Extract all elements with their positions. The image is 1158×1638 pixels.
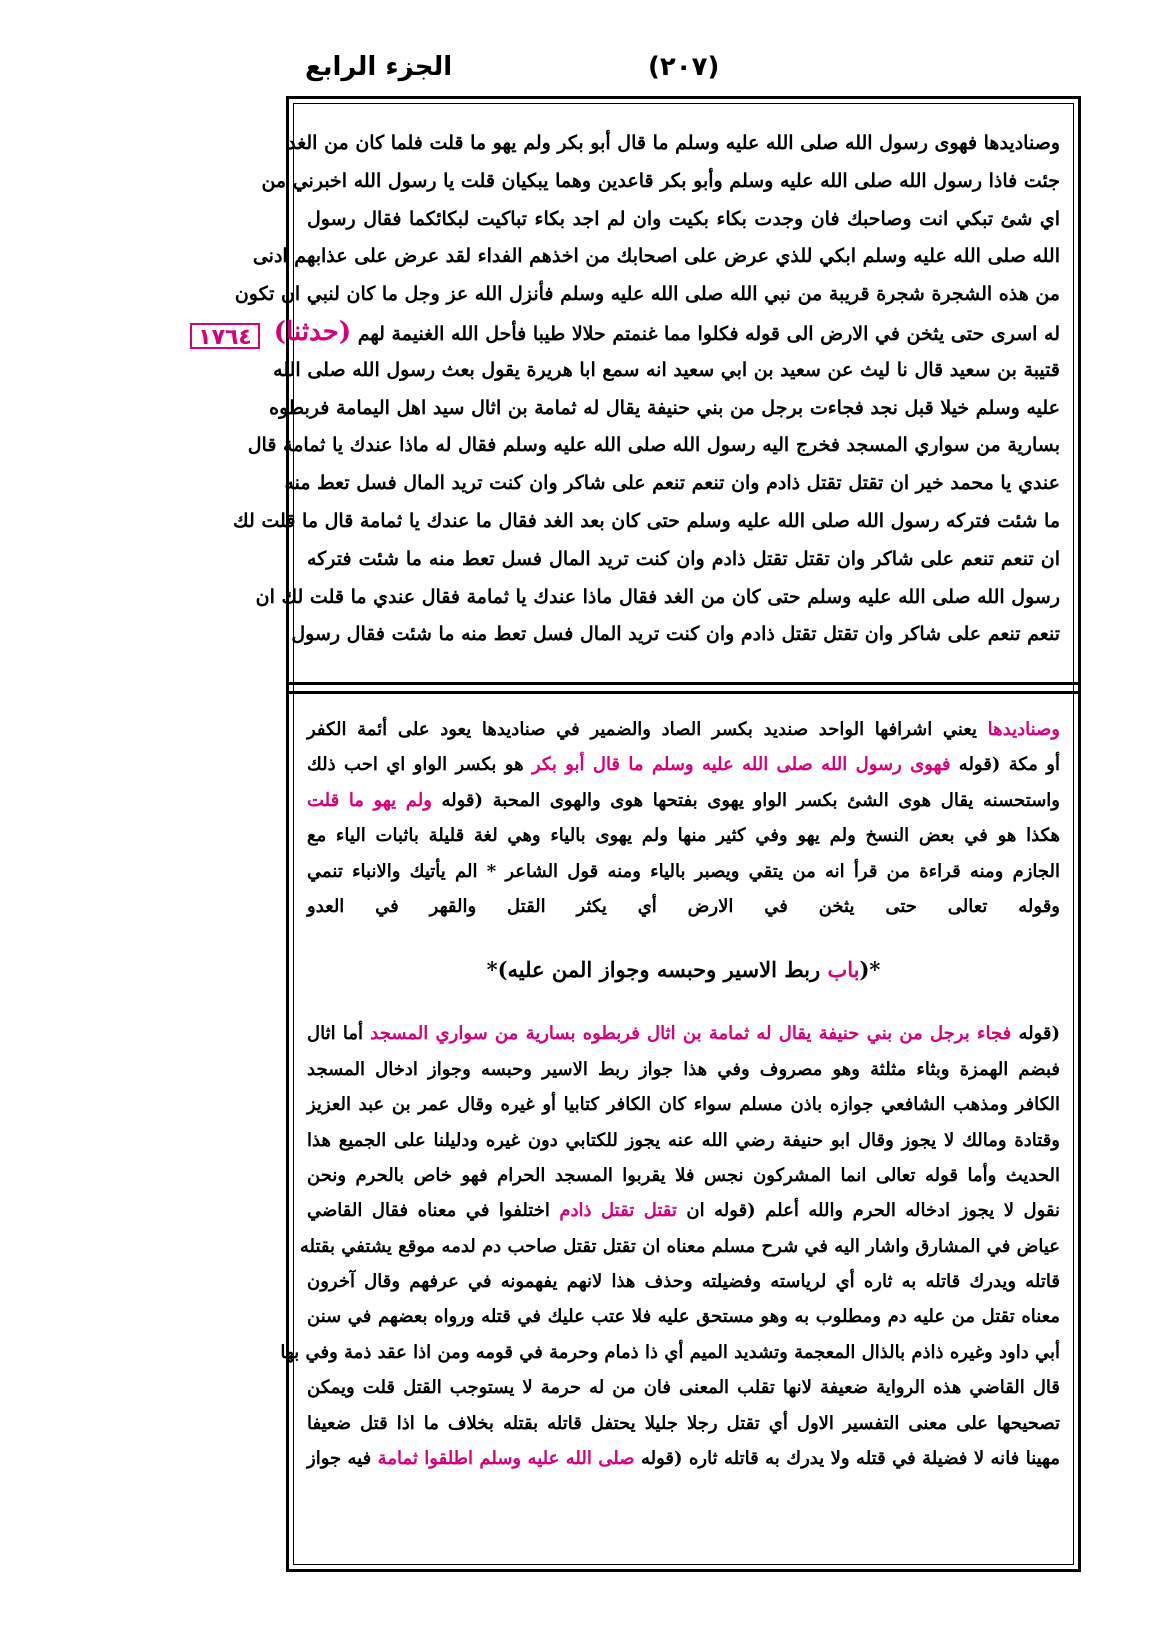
commentary-text: *( xyxy=(859,957,881,983)
commentary-line xyxy=(307,1158,1060,1193)
commentary-line xyxy=(299,1229,1060,1264)
commentary-text: الكافر ومذهب الشافعي جوازه باذن مسلم سواء كان الكافر كتابيا أو غيره وقال عمر بن عبد العزيز xyxy=(307,1094,1060,1116)
commentary-text: اختلفوا في معناه فقال القاضي xyxy=(307,1200,560,1222)
commentary-text: (قوله xyxy=(1011,1023,1061,1045)
commentary-text: قاتله ويدرك قاتله به ثاره أي لرياسته وفضيلته وحذف هذا لانهم يفهمونه في عرفهم وقال آخرون xyxy=(307,1271,1060,1293)
commentary-text: الحديث وأما قوله تعالى انما المشركون نجس فلا يقربوا المسجد الحرام فهو خاص بالحرم ونحن xyxy=(307,1164,1060,1186)
text-line xyxy=(269,390,1060,428)
text-line-content: قتيبة بن سعيد قال نا ليث عن سعيد بن ابي سعيد انه سمع ابا هريرة يقول بعث رسول الله صلى الله xyxy=(273,358,1060,381)
text-line xyxy=(273,314,1060,352)
commentary-text: ربط الاسير وحبسه وجواز المن عليه)* xyxy=(486,957,828,983)
commentary-text: أما اثال xyxy=(307,1023,371,1045)
text-line-content: ما شئت فتركه رسول الله صلى الله عليه وسلم حتى كان بعد الغد فقال ما عندك يا ثمامة قال ما قلت لك xyxy=(232,509,1060,532)
spacer xyxy=(307,924,1060,948)
spacer xyxy=(307,992,1060,1016)
text-line-content: ان تنعم تنعم على شاكر وان تقتل تقتل ذادم وان كنت تريد المال فسل تعط منه ما شئت فتركه xyxy=(307,547,1060,570)
hadith-number: ١٧٦٤ xyxy=(190,323,260,349)
text-line xyxy=(307,541,1060,579)
quoted-phrase: تقتل تقتل ذادم xyxy=(559,1200,677,1222)
text-line-content: جئت فاذا رسول الله صلى الله عليه وسلم وأبو بكر قاعدين وهما يبكيان قلت يا رسول الله اخبرني من xyxy=(261,169,1060,192)
text-line xyxy=(291,616,1060,654)
commentary-block xyxy=(280,712,1061,1476)
commentary-line xyxy=(307,1193,1060,1228)
commentary-text: وقتادة ومالك لا يجوز وقال ابو حنيفة رضي الله عنه يجوز للكتابي دون غيره ودليلنا على الجميع هذا xyxy=(307,1129,1060,1151)
commentary-line xyxy=(307,1299,1060,1334)
commentary-line xyxy=(307,783,1060,818)
commentary-line xyxy=(307,1370,1060,1405)
text-line-content: تنعم تنعم على شاكر وان تقتل تقتل ذادم وان كنت تريد المال فسل تعط منه ما شئت فقال رسول xyxy=(291,623,1060,646)
quoted-phrase: فهوى رسول الله صلى الله عليه وسلم ما قال أبو بكر xyxy=(531,754,951,776)
commentary-line xyxy=(307,1441,1060,1476)
commentary-text: واستحسنه يقال هوى الشئ بكسر الواو يهوى بفتحها هوى والهوى المحبة (قوله xyxy=(431,789,1060,811)
text-line-content: من هذه الشجرة شجرة قريبة من نبي الله صلى الله عليه وسلم فأنزل الله عز وجل ما كان لنبي ان تكون xyxy=(234,283,1060,306)
commentary-text: فبضم الهمزة وبثاء مثلثة وهو مصروف وفي هذا جواز ربط الاسير وحبسه وجواز ادخال المسجد xyxy=(307,1058,1060,1080)
commentary-line xyxy=(307,1123,1060,1158)
text-line xyxy=(273,352,1060,390)
text-line xyxy=(261,163,1060,201)
commentary-text: فيه جواز xyxy=(307,1448,378,1470)
commentary-text: أبي داود وغيره ذاذم بالذال المعجمة وتشديد الميم أي ذا ذمام وحرمة في قومه ومن اذا عقد ذمة وفي بها xyxy=(280,1341,1060,1363)
page-number: (٢٠٧) xyxy=(648,52,720,82)
quoted-phrase: صلى الله عليه وسلم اطلقوا ثمامة xyxy=(377,1448,635,1470)
commentary-text: تصحيحها على معنى التفسير الاول أي تقتل رجلا جليلا يحتفل قاتله بقتله بخلاف ما اذا قتل ضعيفا xyxy=(307,1412,1060,1434)
section-divider xyxy=(289,682,1078,694)
text-line xyxy=(284,465,1060,503)
text-line xyxy=(252,238,1060,276)
quoted-phrase: فجاء برجل من بني حنيفة يقال له ثمامة بن اثال فربطوه بسارية من سواري المسجد xyxy=(370,1023,1012,1045)
commentary-text: الجازم ومنه قراءة من قرأ انه من يتقي ويصبر بالياء ومنه قول الشاعر * الم يأتيك والانباء تنمي xyxy=(307,860,1060,882)
text-line xyxy=(287,125,1060,163)
text-line-content: الله صلى الله عليه وسلم ابكي للذي عرض على اصحابك من اخذهم الفداء لقد عرض على عذابهم ادنى xyxy=(252,245,1060,268)
commentary-line xyxy=(307,1052,1060,1087)
commentary-line xyxy=(307,889,1060,924)
chapter-heading xyxy=(307,948,1060,992)
text-line xyxy=(307,201,1060,239)
text-line xyxy=(232,503,1060,541)
text-line-content: عندي يا محمد خير ان تقتل تقتل ذادم وان تنعم تنعم على شاكر وان كنت تريد المال فسل تعط منه xyxy=(284,472,1060,495)
text-line-content: رسول الله صلى الله عليه وسلم حتى كان من الغد فقال ماذا عندك يا ثمامة فقال عندي ما قلت لك ان xyxy=(255,585,1060,608)
commentary-text: معناه تقتل من عليه دم ومطلوب به وهو مستحق عليه فلا عتب عليك في قتله ورواه بعضهم في سنن xyxy=(307,1306,1060,1328)
text-line-content: اي شئ تبكي انت وصاحبك فان وجدت بكاء بكيت وان لم اجد بكاء تباكيت لبكائكما فقال رسول xyxy=(307,207,1060,230)
text-line xyxy=(247,427,1060,465)
running-header-part: الجزء الرابع xyxy=(305,52,453,82)
commentary-line xyxy=(307,747,1060,782)
commentary-text: أو مكة (قوله xyxy=(950,754,1061,776)
page-frame xyxy=(232,96,1081,1572)
commentary-line xyxy=(307,1016,1060,1051)
commentary-line xyxy=(307,1264,1060,1299)
commentary-line xyxy=(307,818,1060,853)
text-line xyxy=(255,579,1060,617)
commentary-text: يعني اشرافها الواحد صنديد بكسر الصاد والضمير في صناديدها يعود على أئمة الكفر xyxy=(307,719,988,740)
text-line-content: له اسرى حتى يثخن في الارض الى قوله فكلوا مما غنمتم حلالا طيبا فأحل الله الغنيمة لهم xyxy=(357,322,1060,345)
commentary-line xyxy=(307,854,1060,889)
commentary-line xyxy=(280,1335,1060,1370)
quoted-phrase: ولم يهو ما قلت xyxy=(307,789,432,811)
commentary-text: قال القاضي هذه الرواية ضعيفة لانها تقلب المعنى فان من له حرمة لا يستوجب القتل قلت ويمكن xyxy=(307,1377,1060,1399)
commentary-text: هكذا هو في بعض النسخ ولم يهو وفي كثير منها ولم يهوى بالياء وهي لغة قليلة باثبات الياء مع xyxy=(307,825,1060,847)
hadith-text-block xyxy=(232,125,1060,654)
text-line-content: بسارية من سواري المسجد فخرج اليه رسول الله صلى الله عليه وسلم فقال له ماذا عندك يا ثمامة قال xyxy=(247,434,1060,457)
commentary-text: وقوله تعالى حتى يثخن في الارض أي يكثر القتل والقهر في العدو xyxy=(307,895,1060,917)
narration-marker: (حدثنا) xyxy=(273,316,352,347)
quoted-phrase: باب xyxy=(827,957,860,983)
commentary-line xyxy=(307,1406,1060,1441)
text-line-content: وصناديدها فهوى رسول الله صلى الله عليه وسلم ما قال أبو بكر ولم يهو ما قلت فلما كان من الغد xyxy=(287,132,1060,154)
quoted-phrase: وصناديدها xyxy=(987,719,1060,740)
commentary-line xyxy=(307,1087,1060,1122)
commentary-line xyxy=(307,712,1060,747)
commentary-text: مهينا فانه لا فضيلة في قتله ولا يدرك به قاتله ثاره (قوله xyxy=(634,1448,1060,1470)
commentary-text: نقول لا يجوز ادخاله الحرم والله أعلم (قوله ان xyxy=(676,1200,1060,1222)
text-line-content: عليه وسلم خيلا قبل نجد فجاءت برجل من بني حنيفة يقال له ثمامة بن اثال سيد اهل اليمامة فربطوه xyxy=(269,396,1060,419)
commentary-text: عياض في المشارق واشار اليه في شرح مسلم معناه ان تقتل تقتل صاحب دم لدمه موقع يشتفي بقتله xyxy=(299,1235,1060,1257)
commentary-text: هو بكسر الواو اي احب ذلك xyxy=(307,754,532,776)
text-line xyxy=(234,276,1060,314)
